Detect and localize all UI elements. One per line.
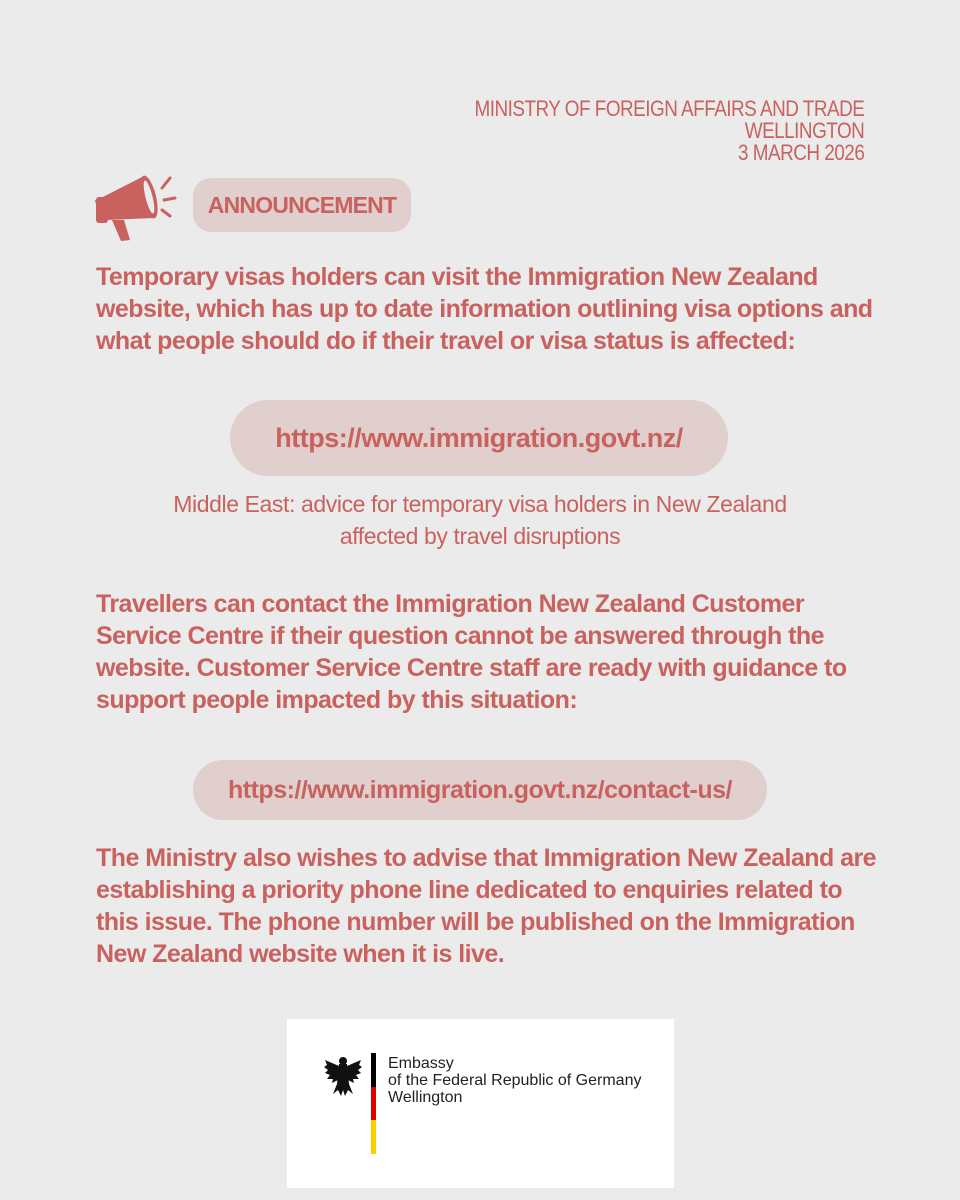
link-caption-line1: Middle East: advice for temporary visa holders in New Zealand — [173, 491, 787, 517]
embassy-line2: of the Federal Republic of Germany — [388, 1072, 642, 1089]
phone-line-paragraph: The Ministry also wishes to advise that Immigration New Zealand are establishing a priority phone line dedicated to enquiries related to this issue. The phone number will be published on the Immigration New Zealand website when it is live. — [96, 844, 877, 968]
header-date-line: 3 MARCH 2026 — [737, 140, 864, 165]
header-ministry-line: MINISTRY OF FOREIGN AFFAIRS AND TRADE — [474, 96, 864, 121]
german-flag-bar — [371, 1053, 376, 1154]
header-city-line: WELLINGTON — [744, 118, 864, 143]
link-caption — [0, 488, 960, 552]
announcement-badge: ANNOUNCEMENT — [193, 178, 411, 232]
visa-info-paragraph: Temporary visas holders can visit the Immigration New Zealand website, which has up to date information outlining visa options and what people should do if their travel or visa status is affected: — [96, 263, 873, 355]
megaphone-icon — [92, 170, 178, 242]
eagle-icon — [323, 1054, 363, 1098]
contact-us-link[interactable]: https://www.immigration.govt.nz/contact-us/ — [193, 760, 767, 820]
contact-info-paragraph: Travellers can contact the Immigration New Zealand Customer Service Centre if their question cannot be answered through the website. Customer Service Centre staff are ready with guidance to support people impacted by this situation: — [96, 590, 847, 714]
link-caption-line2: affected by travel disruptions — [339, 523, 621, 549]
embassy-line3: Wellington — [388, 1089, 463, 1106]
embassy-logo — [287, 1019, 674, 1188]
embassy-line1: Embassy — [388, 1055, 454, 1072]
ministry-header — [474, 98, 864, 164]
embassy-name — [388, 1055, 641, 1106]
immigration-website-link[interactable]: https://www.immigration.govt.nz/ — [230, 400, 728, 476]
